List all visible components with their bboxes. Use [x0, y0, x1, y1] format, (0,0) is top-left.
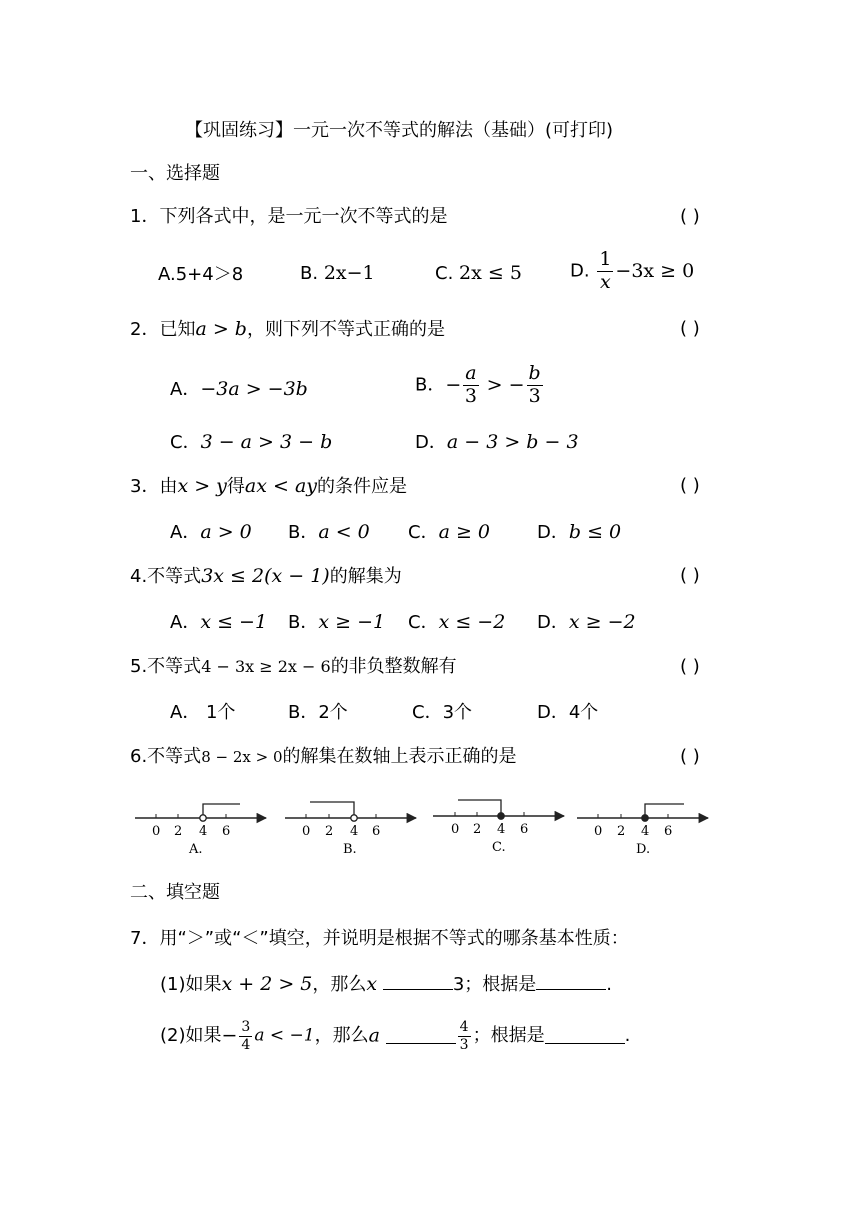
q4-option-c: C．x ≤ −2 — [408, 611, 506, 633]
q7-part-1: (1)如果x + 2 > 5，那么x 3；根据是 . — [160, 973, 613, 995]
question-1-answer-paren: ( ) — [680, 206, 700, 227]
tick-label: 6 — [664, 824, 673, 839]
section-heading-fill: 二、填空题 — [130, 882, 220, 903]
q5-option-d: D．4个 — [537, 702, 599, 723]
q2-option-c: C．3 − a > 3 − b — [170, 431, 333, 453]
option-label-a: A. — [189, 842, 203, 857]
question-5-answer-paren: ( ) — [680, 656, 700, 677]
question-2-answer-paren: ( ) — [680, 318, 700, 339]
number-line-options — [0, 790, 860, 860]
number-line-a — [135, 804, 266, 857]
q3-option-b: B．a < 0 — [288, 521, 370, 543]
q4-option-a: A．x ≤ −1 — [170, 611, 268, 633]
option-label-b: B. — [343, 842, 357, 857]
q2-option-b: B．− $\frac{a}{3}$ > − $\frac{b}{3}$ — [415, 362, 541, 407]
q7-part-2: (2)如果− $\frac{3}{4}$ a < −1，那么a $\frac{4}{3}$ ；根据是 . — [160, 1019, 631, 1053]
tick-label: 4 — [641, 824, 650, 839]
blank-1[interactable] — [383, 975, 453, 990]
tick-label: 0 — [451, 822, 460, 837]
tick-label: 6 — [372, 824, 381, 839]
question-1-stem: 1．下列各式中，是一元一次不等式的是 — [130, 206, 448, 227]
question-2-stem: 2．已知a > b，则下列不等式正确的是 — [130, 318, 445, 340]
question-6-stem: 6.不等式8 − 2x > 0的解集在数轴上表示正确的是 — [130, 746, 517, 767]
q3-option-a: A．a > 0 — [170, 521, 252, 543]
q5-option-a: A． 1个 — [170, 702, 236, 723]
blank-2[interactable] — [536, 975, 606, 990]
tick-label: 4 — [199, 824, 208, 839]
page-title: 【巩固练习】一元一次不等式的解法（基础）(可打印) — [185, 120, 614, 141]
question-3-answer-paren: ( ) — [680, 475, 700, 496]
tick-label: 2 — [325, 824, 334, 839]
question-6-answer-paren: ( ) — [680, 746, 700, 767]
q5-option-b: B．2个 — [288, 702, 348, 723]
tick-label: 2 — [174, 824, 183, 839]
number-line-b — [285, 802, 416, 857]
number-line-c — [433, 800, 564, 855]
q2-option-d: D．a − 3 > b − 3 — [415, 431, 579, 453]
question-4-answer-paren: ( ) — [680, 565, 700, 586]
q3-option-d: D．b ≤ 0 — [537, 521, 622, 543]
question-5-stem: 5.不等式4 − 3x ≥ 2x − 6的非负整数解有 — [130, 656, 457, 677]
tick-label: 6 — [520, 822, 529, 837]
q5-option-c: C．3个 — [412, 702, 473, 723]
tick-label: 0 — [594, 824, 603, 839]
option-label-c: C. — [492, 840, 506, 855]
tick-label: 2 — [473, 822, 482, 837]
tick-label: 4 — [497, 822, 506, 837]
q4-option-d: D．x ≥ −2 — [537, 611, 636, 633]
q2-option-a: A．−3a > −3b — [170, 378, 308, 400]
q4-option-b: B．x ≥ −1 — [288, 611, 386, 633]
section-heading-choice: 一、选择题 — [130, 163, 220, 184]
question-4-stem: 4.不等式3x ≤ 2(x − 1)的解集为 — [130, 565, 402, 587]
tick-label: 6 — [222, 824, 231, 839]
blank-4[interactable] — [545, 1029, 625, 1044]
q1-option-c: C. 2x ≤ 5 — [435, 262, 522, 284]
tick-label: 2 — [617, 824, 626, 839]
question-7-stem: 7．用“＞”或“＜”填空，并说明是根据不等式的哪条基本性质： — [130, 928, 629, 949]
question-3-stem: 3．由x > y得ax < ay的条件应是 — [130, 475, 408, 497]
q3-option-c: C．a ≥ 0 — [408, 521, 490, 543]
tick-label: 0 — [302, 824, 311, 839]
tick-label: 4 — [350, 824, 359, 839]
q1-option-d: D. $\frac{1}{x}$ −3x ≥ 0 — [570, 248, 695, 293]
option-label-d: D. — [636, 842, 651, 857]
blank-3[interactable] — [386, 1029, 456, 1044]
q1-option-a: A.5+4＞8 — [158, 264, 244, 285]
tick-label: 0 — [152, 824, 161, 839]
q1-option-b: B. 2x−1 — [300, 262, 375, 284]
number-line-d — [577, 804, 708, 857]
